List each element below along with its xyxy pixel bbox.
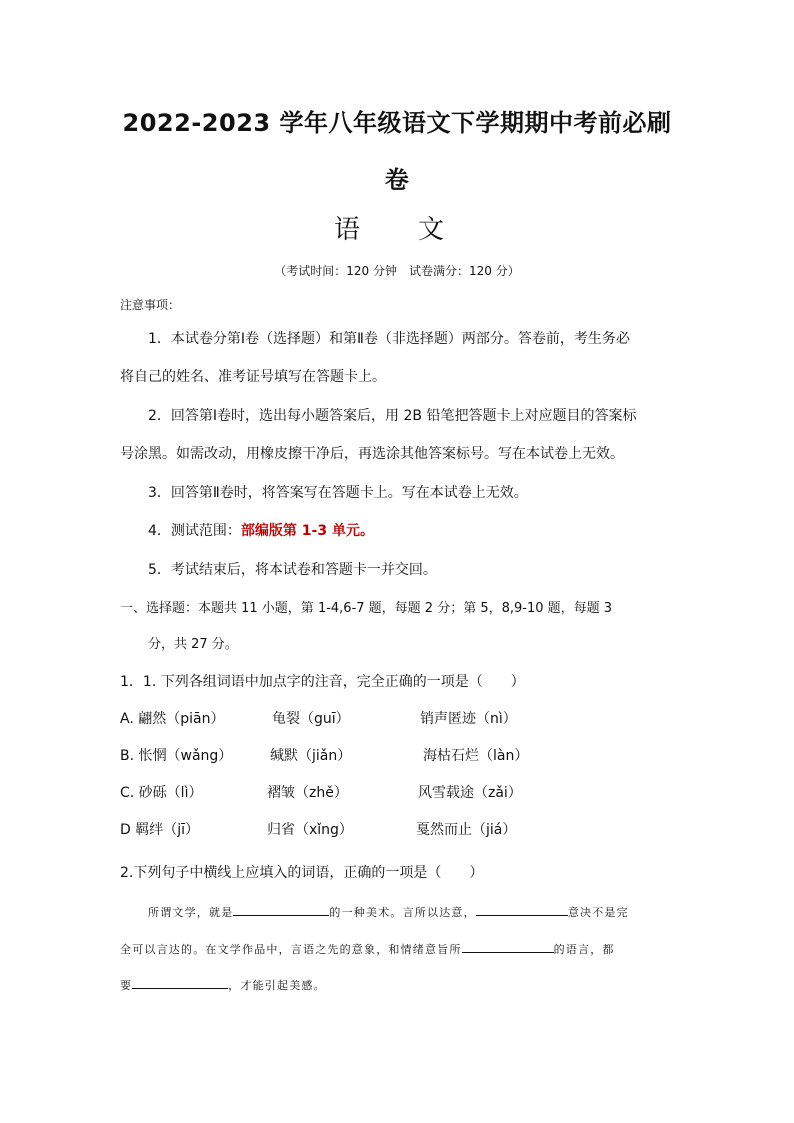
notice-item-5: 5．考试结束后，将本试卷和答题卡一并交回。: [148, 562, 437, 578]
q1-option-b-word2: 缄默（jiǎn）: [270, 748, 352, 764]
question-2-stem: 2.下列句子中横线上应填入的词语，正确的一项是（ ）: [120, 865, 484, 881]
q1-option-d-word1: D 羁绊（jī）: [120, 822, 200, 838]
notice-heading: 注意事项：: [120, 298, 181, 312]
answer-blank-3: [462, 940, 554, 953]
q1-option-c-word1: C. 砂砾（lì）: [120, 785, 203, 801]
q1-option-b-word1: B. 怅惘（wǎng）: [120, 748, 233, 764]
answer-blank-1: [233, 903, 329, 916]
exam-title-continued: 卷: [384, 166, 410, 194]
section-1-heading-cont: 分，共 27 分。: [148, 637, 238, 652]
q1-option-c-word2: 褶皱（zhě）: [267, 785, 348, 801]
answer-blank-2: [476, 903, 568, 916]
q1-option-b-word3: 海枯石烂（làn）: [423, 748, 529, 764]
q1-option-d-word3: 戛然而止（jiá）: [416, 822, 517, 838]
q1-option-c-word3: 风雪载途（zǎi）: [418, 785, 522, 801]
q1-option-d-word2: 归省（xǐng）: [267, 822, 353, 838]
notice-item-2: 2．回答第Ⅰ卷时，选出每小题答案后，用 2B 铅笔把答题卡上对应题目的答案标: [148, 408, 637, 424]
subject-title: 语 文: [333, 215, 460, 245]
exam-info: （考试时间：120 分钟 试卷满分：120 分）: [274, 264, 520, 278]
notice-item-1-cont: 将自己的姓名、准考证号填写在答题卡上。: [120, 369, 386, 385]
q1-option-a-word3: 销声匿迹（nì）: [420, 711, 517, 727]
notice-item-4-label: 4．测试范围：: [148, 523, 241, 539]
notice-item-1: 1．本试卷分第Ⅰ卷（选择题）和第Ⅱ卷（非选择题）两部分。答卷前，考生务必: [148, 331, 630, 347]
test-scope: 部编版第 1-3 单元。: [240, 523, 374, 539]
section-1-heading: 一、选择题：本题共 11 小题，第 1-4,6-7 题，每题 2 分；第 5，8,9-10 题，每题 3: [120, 601, 613, 616]
notice-item-3: 3．回答第Ⅱ卷时，将答案写在答题卡上。写在本试卷上无效。: [148, 485, 528, 501]
notice-item-4: [148, 520, 374, 540]
q2-passage-line-3: 要 ，才能引起美感。: [120, 976, 326, 993]
q2-passage-line-1: 所谓文学，就是 的一种美术。言所以达意， 意决不是完: [148, 903, 629, 920]
exam-title: 2022-2023 学年八年级语文下学期期中考前必刷: [122, 109, 672, 137]
q1-option-a-word2: 龟裂（guī）: [272, 711, 350, 727]
notice-item-2-cont: 号涂黑。如需改动，用橡皮擦干净后，再选涂其他答案标号。写在本试卷上无效。: [120, 446, 624, 462]
answer-blank-4: [132, 976, 228, 989]
question-1-stem: 1．1. 下列各组词语中加点字的注音，完全正确的一项是（ ）: [120, 674, 525, 690]
q1-option-a-word1: A. 翩然（piān）: [120, 711, 225, 727]
q2-passage-line-2: 全可以言达的。在文学作品中，言语之先的意象，和情绪意旨所 的语言，都: [120, 940, 615, 957]
